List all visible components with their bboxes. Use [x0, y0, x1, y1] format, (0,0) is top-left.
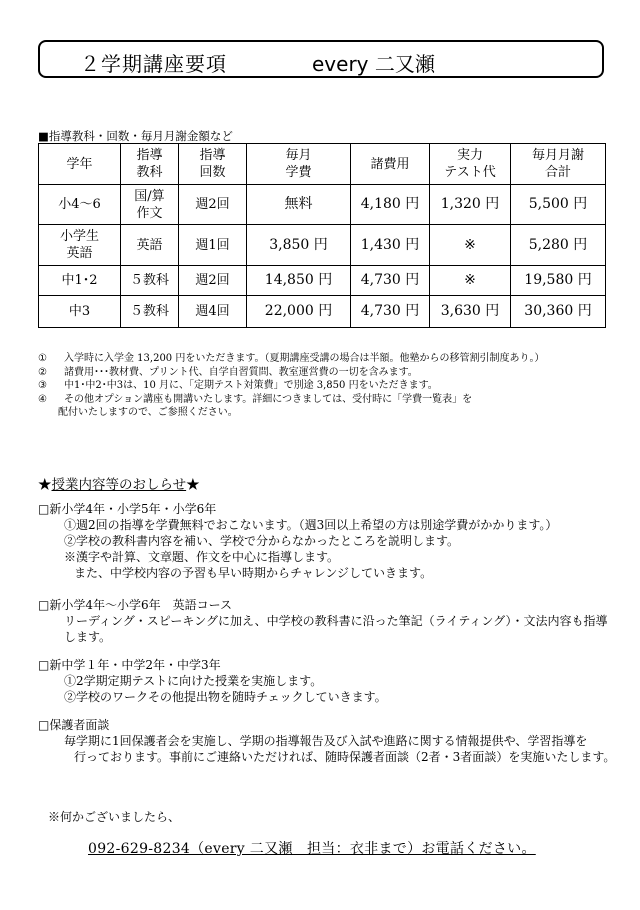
header-test: 実力 テスト代 — [430, 144, 511, 185]
cell-tuition: 22,000 円 — [247, 296, 351, 328]
cell-total: 19,580 円 — [511, 266, 606, 296]
section-junior-high — [38, 657, 387, 705]
cell-subject: ５教科 — [121, 296, 179, 328]
section-line: ①2学期定期テストに向けた授業を実施します。 — [64, 674, 323, 688]
section-line: ②学校の教科書内容を補い、学校で分からなかったところを説明します。 — [64, 534, 460, 548]
table-row — [39, 185, 606, 225]
table-row — [39, 266, 606, 296]
cell-test: 3,630 円 — [430, 296, 511, 328]
cell-test: ※ — [430, 266, 511, 296]
cell-total: 5,280 円 — [511, 225, 606, 266]
section-line: ②学校のワークその他提出物を随時チェックしていきます。 — [64, 690, 387, 704]
page-title: ２学期講座要項 — [80, 52, 227, 76]
school-name: every 二又瀬 — [312, 52, 435, 76]
note-continuation: 配付いたしますので、ご参照ください。 — [58, 407, 238, 418]
cell-count: 週2回 — [179, 185, 247, 225]
header-grade: 学年 — [39, 144, 121, 185]
header-misc: 諸費用 — [351, 144, 430, 185]
title-box — [38, 40, 604, 78]
cell-tuition: 無料 — [247, 185, 351, 225]
section-line: また、中学校内容の予習も早い時期からチャレンジしていきます。 — [74, 566, 433, 580]
section-heading: □保護者面談 — [38, 718, 110, 732]
cell-test: ※ — [430, 225, 511, 266]
section-line: ※漢字や計算、文章題、作文を中心に指導します。 — [64, 550, 340, 564]
cell-count: 週2回 — [179, 266, 247, 296]
cell-tuition: 14,850 円 — [247, 266, 351, 296]
fee-table — [38, 143, 606, 328]
star-icon: ★ — [38, 477, 52, 493]
header-total: 毎月月謝 合計 — [511, 144, 606, 185]
header-tuition: 毎月 学費 — [247, 144, 351, 185]
cell-grade: 中1･2 — [39, 266, 121, 296]
cell-grade: 中3 — [39, 296, 121, 328]
section-elementary — [38, 501, 557, 581]
cell-count: 週1回 — [179, 225, 247, 266]
notice-heading — [38, 473, 200, 493]
section-english — [38, 597, 607, 645]
section-heading: □新小学4年・小学5年・小学6年 — [38, 502, 217, 516]
contact-phone: 092-629-8234（every 二又瀬 担当：衣非まで）お電話ください。 — [88, 841, 536, 857]
table-header-row — [39, 144, 606, 185]
cell-grade: 小4～6 — [39, 185, 121, 225]
cell-subject: 国/算 作文 — [121, 185, 179, 225]
list-item: ③ 中1･中2･中3は、10 月に、「定期テスト対策費」で別途 3,850 円をいただきます。 — [38, 380, 438, 391]
section-line: します。 — [64, 630, 112, 644]
cell-misc: 4,730 円 — [351, 266, 430, 296]
section-line: リーディング・スピーキングに加え、中学校の教科書に沿った筆記（ライティング）・文法内容も指導 — [64, 614, 608, 628]
header-count: 指導 回数 — [179, 144, 247, 185]
header-subject: 指導 教科 — [121, 144, 179, 185]
notice-title: 授業内容等のおしらせ — [51, 477, 187, 493]
table-row — [39, 296, 606, 328]
cell-total: 30,360 円 — [511, 296, 606, 328]
cell-grade: 小学生 英語 — [39, 225, 121, 266]
table-caption: ■指導教科・回数・毎月月謝金額など — [38, 129, 233, 143]
section-heading: □新小学4年～小学6年 英語コース — [38, 598, 233, 612]
cell-tuition: 3,850 円 — [247, 225, 351, 266]
cell-test: 1,320 円 — [430, 185, 511, 225]
cell-misc: 4,180 円 — [351, 185, 430, 225]
table-row — [39, 225, 606, 266]
section-line: 毎学期に1回保護者会を実施し、学期の指導報告及び入試や進路に関する情報提供や、学習指導を — [64, 734, 588, 748]
list-item: ② 諸費用･･･教材費、プリント代、自学自習質問、教室運営費の一切を含みます。 — [38, 366, 418, 378]
cell-misc: 1,430 円 — [351, 225, 430, 266]
section-parent-meeting — [38, 717, 615, 765]
cell-total: 5,500 円 — [511, 185, 606, 225]
section-line: 行っております。事前にご連絡いただければ、随時保護者面談（2者・3者面談）を実施いたします。 — [74, 750, 616, 764]
fee-notes — [38, 352, 545, 420]
section-heading: □新中学１年・中学2年・中学3年 — [38, 658, 221, 672]
star-icon: ★ — [186, 477, 200, 493]
cell-misc: 4,730 円 — [351, 296, 430, 328]
section-line: ①週2回の指導を学費無料でおこないます。（週3回以上希望の方は別途学費がかかります。） — [64, 518, 558, 532]
cell-count: 週4回 — [179, 296, 247, 328]
list-item: ① 入学時に入学金 13,200 円をいただきます。（夏期講座受講の場合は半額。他塾からの移管割引制度あり。） — [38, 353, 545, 364]
cell-subject: 英語 — [121, 225, 179, 266]
closing-text: ※何かございましたら、 — [48, 810, 181, 824]
list-item: ④ その他オプション講座も開講いたします。詳細につきましては、受付時に「学費一覧表」を — [38, 393, 473, 405]
cell-subject: ５教科 — [121, 266, 179, 296]
